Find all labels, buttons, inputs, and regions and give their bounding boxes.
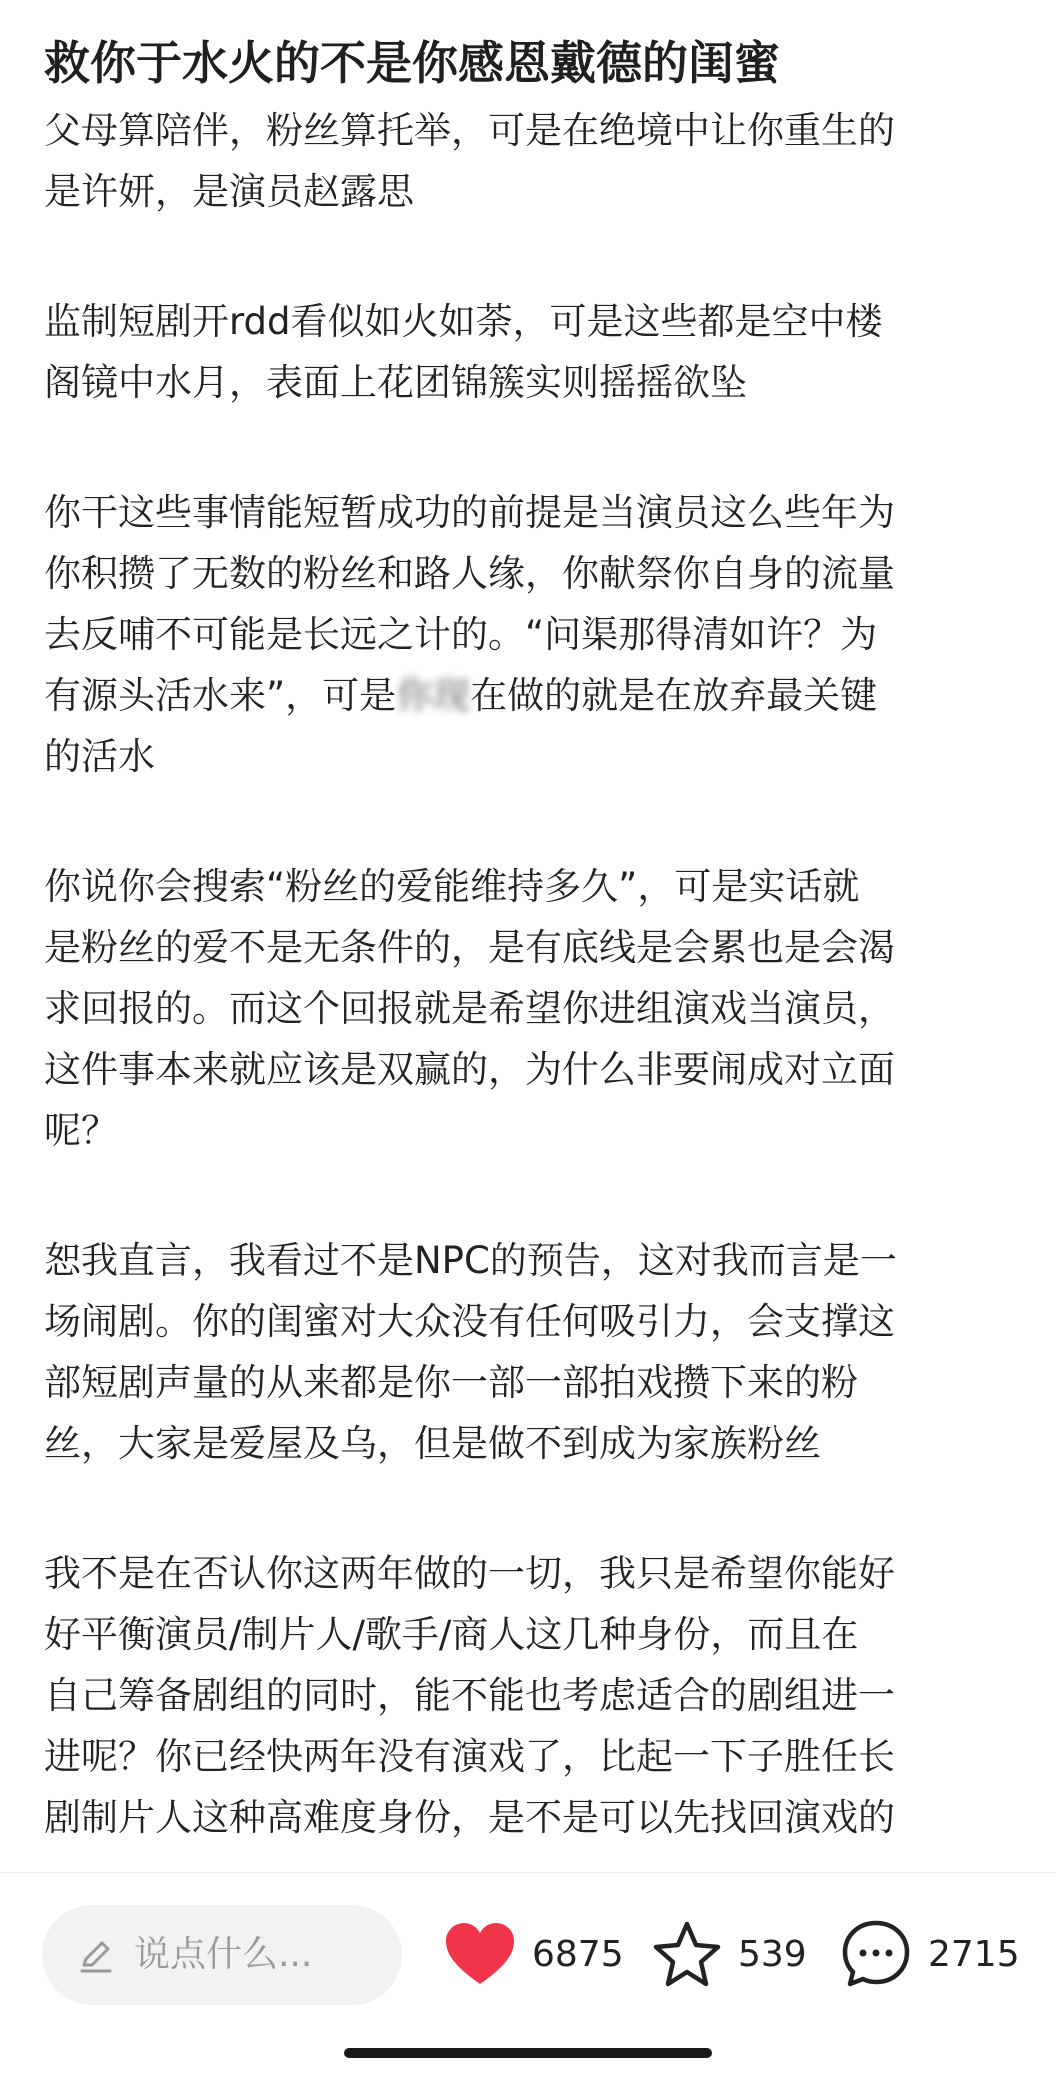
text-segment: 有源头活水来”，可是 bbox=[44, 674, 397, 717]
text-segment: 在做的就是在放弃最关键 bbox=[470, 674, 878, 717]
text-line: 自己筹备剧组的同时，能不能也考虑适合的剧组进一 bbox=[44, 1674, 895, 1717]
post-paragraph-6 bbox=[44, 1543, 1014, 1848]
text-line: 你积攒了无数的粉丝和路人缘，你献祭你自身的流量 bbox=[44, 552, 895, 595]
text-line: 监制短剧开rdd看似如火如荼，可是这些都是空中楼 bbox=[44, 300, 883, 343]
pencil-icon bbox=[76, 1935, 116, 1975]
text-line: 你说你会搜索“粉丝的爱能维持多久”，可是实话就 bbox=[44, 865, 860, 908]
text-line: 场闹剧。你的闺蜜对大众没有任何吸引力，会支撑这 bbox=[44, 1300, 895, 1343]
text-line: 去反哺不可能是长远之计的。“问渠那得清如许？为 bbox=[44, 613, 878, 656]
text-line: 求回报的。而这个回报就是希望你进组演戏当演员， bbox=[44, 987, 895, 1030]
heart-icon bbox=[444, 1921, 516, 1987]
text-line: 我不是在否认你这两年做的一切，我只是希望你能好 bbox=[44, 1552, 895, 1595]
text-line: 剧制片人这种高难度身份，是不是可以先找回演戏的 bbox=[44, 1796, 895, 1839]
like-button[interactable] bbox=[444, 1909, 624, 1999]
post-content bbox=[44, 28, 1014, 1868]
text-line bbox=[44, 665, 1014, 726]
favorite-count: 539 bbox=[738, 1933, 807, 1975]
text-line: 父母算陪伴，粉丝算托举，可是在绝境中让你重生的 bbox=[44, 109, 895, 152]
text-line: 你干这些事情能短暂成功的前提是当演员这么些年为 bbox=[44, 491, 895, 534]
post-paragraph-4 bbox=[44, 856, 1014, 1161]
text-line: 的活水 bbox=[44, 735, 155, 778]
text-line: 丝，大家是爱屋及乌，但是做不到成为家族粉丝 bbox=[44, 1422, 821, 1465]
text-line: 部短剧声量的从来都是你一部一部拍戏攒下来的粉 bbox=[44, 1361, 858, 1404]
like-count: 6875 bbox=[532, 1933, 624, 1975]
home-indicator[interactable] bbox=[344, 2048, 712, 2058]
text-line: 是许妍，是演员赵露思 bbox=[44, 170, 414, 213]
chat-bubble-icon bbox=[840, 1918, 912, 1990]
comment-input[interactable] bbox=[42, 1905, 402, 2005]
post-paragraph-2 bbox=[44, 291, 1014, 413]
text-line: 进呢？你已经快两年没有演戏了，比起一下子胜任长 bbox=[44, 1735, 895, 1778]
comment-count: 2715 bbox=[928, 1933, 1020, 1975]
favorite-button[interactable] bbox=[652, 1909, 807, 1999]
post-paragraph-3 bbox=[44, 482, 1014, 787]
comment-placeholder: 说点什么... bbox=[134, 1934, 313, 1975]
star-icon bbox=[652, 1920, 722, 1988]
post-paragraph-1 bbox=[44, 100, 1014, 222]
blurred-text: 你现 bbox=[396, 674, 471, 717]
text-line: 恕我直言，我看过不是NPC的预告，这对我而言是一 bbox=[44, 1239, 897, 1282]
text-line: 是粉丝的爱不是无条件的，是有底线是会累也是会渴 bbox=[44, 926, 895, 969]
text-line: 这件事本来就应该是双赢的，为什么非要闹成对立面 bbox=[44, 1048, 895, 1091]
post-paragraph-5 bbox=[44, 1230, 1014, 1474]
post-title: 救你于水火的不是你感恩戴德的闺蜜 bbox=[44, 36, 780, 90]
text-line: 呢？ bbox=[44, 1109, 118, 1152]
comment-button[interactable] bbox=[840, 1909, 1020, 1999]
text-line: 阁镜中水月，表面上花团锦簇实则摇摇欲坠 bbox=[44, 361, 747, 404]
text-line: 好平衡演员/制片人/歌手/商人这几种身份，而且在 bbox=[44, 1613, 859, 1656]
bottom-action-bar bbox=[0, 1872, 1055, 2077]
